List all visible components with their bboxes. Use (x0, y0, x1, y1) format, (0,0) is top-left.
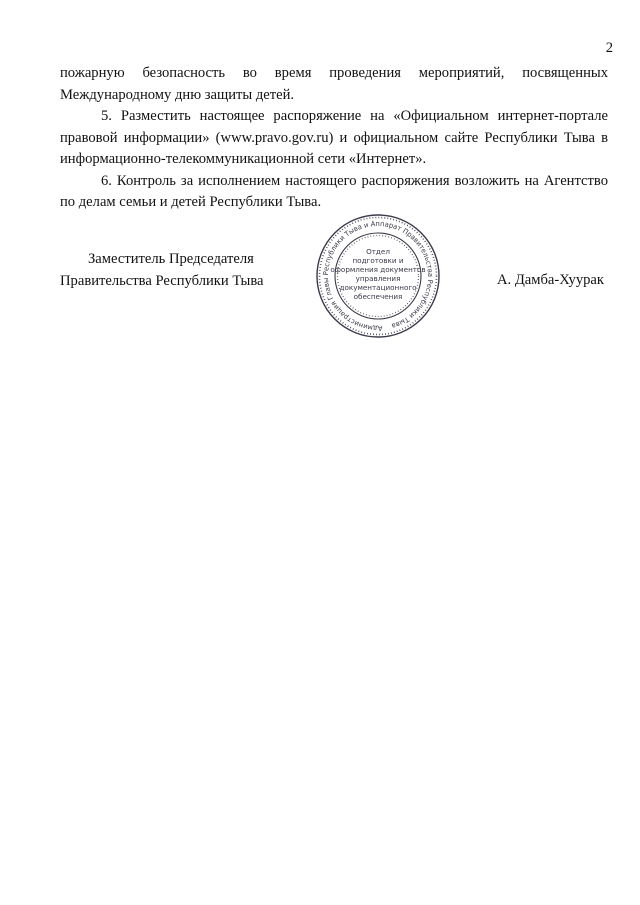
seal-center-line-3: оформления документов (330, 265, 426, 274)
seal-center-line-1: Отдел (366, 247, 390, 256)
paragraph-6: 6. Контроль за исполнением настоящего распоряжения возложить на Агентство по делам семьи и детей Республики Тыва. (60, 172, 608, 210)
signatory-name: А. Дамба-Хуурак (497, 272, 604, 288)
body-text (60, 63, 608, 214)
signatory-title-line2: Правительства Республики Тыва (60, 272, 264, 289)
seal-ring-text: Администрация Главы Республики Тыва и Аппарат Правительства Республики Тыва (321, 219, 435, 333)
paragraph-5: 5. Разместить настоящее распоряжение на «Официальном интернет-портале правовой информации» (www.pravo.gov.ru) и официальном сайте Республики Тыва в информационно-телекоммуникационной сети «Интернет». (60, 108, 608, 167)
signatory-title-line1: Заместитель Председателя (88, 251, 254, 267)
official-seal-stamp (314, 212, 442, 340)
signatory-title (60, 249, 300, 292)
seal-center-line-4: управления (355, 274, 401, 283)
paragraph-1: пожарную безопасность во время проведения мероприятий, посвященных Международному дню защиты детей. (60, 65, 608, 103)
page-number: 2 (605, 40, 613, 56)
seal-center-line-5: документационного (339, 283, 417, 292)
seal-center-line-2: подготовки и (352, 256, 404, 265)
seal-center-line-6: обеспечения (353, 292, 403, 301)
